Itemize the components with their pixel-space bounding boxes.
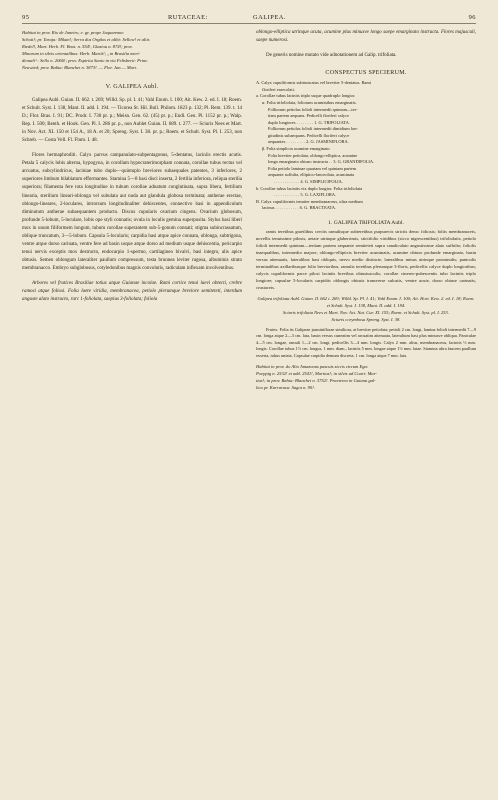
key-line: α. Folia trifoliolata, foliorum acuminibus emarginatis. [262, 99, 357, 105]
right-column [256, 29, 476, 391]
key-line: aequante suffulta, elliptico-lanceolata, acuminata [268, 172, 355, 178]
page-number-right: 96 [468, 14, 476, 21]
genus-habit: Arbores vel frutices Brasiliae totius atque Guianae incolae. Rami cortice tenui laevi obtecti, crebre ramosi atque foliosi. Folia laete viridia, membranacea, petiolo plerumque breviore semiteteti, interdum anguste alato instructo, rarc 1-foliolata, saepius 3-foliolata; foliola [22, 280, 242, 303]
nomenclature-note: De generis nomine mutato vide adnotationem ad Galip. trifoliata. [266, 53, 397, 59]
reference-entry: Galipea trifoliata Aubl. Guian. II. 662 t. 269; Willd. Sp. Pl. I. 41; Vahl Enum. I. 100; Ait. Hort. Kew. 2. ed. I. 18; Roem. et Schult. Syst. I. 138, Mant. II. add. I. 194. [257, 296, 475, 309]
species-references [256, 295, 476, 323]
habitat-line: dionali“: Sello n. 2066!; prov. Espiritu Santo in via Felisberti: Princ. [22, 58, 149, 63]
key-line: aequantes . . . . . . . . . 2. G. JASMINIFLORA. [268, 139, 349, 145]
species-notes: Frutex. Folia iis Galipeae jasminiflorae similiora, at breviter petiolata; petioli 2 cm. longi, lamina folioli intermedii 7—9 cm. longa atque 2—3 cm. lata, basin versus cuneatim vel arcuatim attenuata, lateralium basi plus minusve obliqua. Paniculae 4—5 cm. longae, ramuli 1—2 cm. longi, pedicellis 3—4 mm. longis. Calyx 2 mm. altus, membranaceus, laciniis ½ mm. longis. Corollae tubus 1½ cm. longus, 1 mm. diam., laciniis 5 mm. longae atque 1½ mm. latae. Stamina ultra faucem paullum exserta, tubus uniata. Capsulae carpidia demum discreta, 1 cm. longa atque 7 mm. lata. [256, 327, 476, 358]
key-line: . . . . . . . . . . . . 5. G. LAXIFLORA. [274, 192, 337, 198]
key-line: A. Calyx cupuliformis subtruncatus vel breviter 5-dentatus. Rami [256, 80, 371, 86]
key-line: gitudinis subaequans. Pedicelli floriferi calyce [268, 132, 350, 138]
species-key [256, 80, 476, 212]
key-line: tiam partem aequans. Pedicelli floriferi calyce [268, 113, 349, 119]
key-line: longo emarginato obtuso instructa . . 3. G. GRANDIFOLIA. [268, 159, 375, 165]
species-description: ramis teretibus graeilibus crectis ramulisque subteretibus purpurecis strictis densc foliosis; foliis membranaceis, novellis tenuissime pilosis, aetate utrinque glaberrimis, stictifolio viridibus (sicco nigrescentibus) trifoliolatis, petiolo folioli intermedii quintam—tertiam partem aequante semiteteti supra canaliculato angustissime alato suffulto; foliolis inaequalibus, intermedio majore, oblongo-ellipticis breviter acuminatis, acumine obtuso profunde emarginato, basin versus attenuatis, lateralibus basi obliquis, nervo medio distincte, lateralibus minus utrinque prominulis; paniculis terminalibus axillaribusque folio brevioribus, ramulis teretibus plerumque 3-floris, pedicellis calyce duplo longioribus; calycis cupuliformis parce pilosi laciniis brevibus obtusiusculis; corollae cinereo-pubescentis tubo laciniis triplo longiore; capsulae 5-locularis carpidiis oblongis obtusis transverse sulcatis, ventre acute, dorso obtuse carinatis, crustaceis. [256, 229, 476, 291]
reference-entry: Sciuris trifoliata Nees et Mart. Nov. Act. Nat. Cur. XI. 155; Roem. et Schult. Syst. pl. I. 253. [283, 310, 449, 316]
page-number-left: 95 [22, 14, 30, 21]
habitat-line: Minarum in silvis orientalibus: Herb. Martii!; „in Brasilia meri- [22, 51, 141, 56]
left-column [22, 29, 242, 304]
conspectus-heading: CONSPECTUS SPECIERUM. [325, 70, 407, 77]
key-line: a. Corollae tubus laciniis triplo usque quadruplo longior. [256, 93, 356, 99]
habitat-line: tius!; in prov. Bahia: Blanchet n. 3752!. Praeterea in Guiana gal- [256, 378, 376, 384]
key-line: Folliorum petiolus folioli intermedii dimidium lon- [268, 126, 358, 132]
key-line: β. Folia simplicia acumine emarginato. [262, 146, 331, 152]
key-line: b. Corollae tubus laciniis vix duplo longior. Folia trifoliolata [256, 185, 363, 191]
habitat-line: Habitat in prov. do Alto Amazonas pascuis siccis circum Ega: [256, 364, 369, 370]
habitat-line: Riedel!, Mart. Herb. Fl. Bras. n. 554!, Glaziou n. 874!; prov. [22, 44, 133, 49]
key-line: Folia petiolo laminae quartam vel quintam partem [268, 165, 357, 171]
key-line: Folliorum petiolus folioli intermedii quintam—ter- [268, 106, 358, 112]
habitat-block-left [22, 29, 242, 71]
running-title-left: RUTACEAE: [168, 14, 208, 21]
genus-heading: V. GALIPEA Aubl. [105, 83, 159, 90]
habitat-line: Habitat in prov. Rio de Janeiro, e. gr. prope Jaquarema: [22, 30, 125, 35]
key-line: lacinus . . . . . . . . . . . 6. G. BRACTEATA. [262, 205, 337, 211]
habitat-line: Schott!; pr. Taruja: Mikan!; Serra dos Orgãos et alibi: Sellow! et aliis [22, 37, 150, 42]
genus-synonymy: Galipea Aubl. Guian. II. 662. t. 269; Willd. Sp. pl. I. 41; Vahl Enum. I. 100; Ait. Kew. 2. ed. I. 18; Roem. et Schult. Syst. I. 138, Mant. II. add. I. 194. — Ticorea St. Hil. Bull. Philom. 1823 p. 132; Pl. Rem. 139. t. 14 D.; Flor. Bras. I. 91; DC. Prodr. I. 730 pr. p.; Meisn. Gen. 62. (45) pr. p.; Endl. Gen. Pl. 1152 pr. p.; Walp. Rep. I. 500; Benth. et Hook. Gen. Pl. I. 286 pr. p., non Aublet Guian. II. 689. t. 277. — Sciuris Nees et Mart. in Nov. Act. XI. 150 et 154 A., 18 A. et 20; Spreng. Syst. I. 38. pr. p.; Roem. et Schult. Syst. Pl. I. 253, non Schreb. — Costa Vell. Fl. Flum. I. 48. [22, 98, 242, 144]
running-title-right: GALIPEA. [253, 14, 286, 21]
key-line: Folia breviter petiolata, oblongo-elliptica, acumine [268, 152, 358, 158]
genus-description: Flores hermaphroditi. Calyx parvus campanulato-subpentagonus, 5-dentatus, laciniis erectis acutis. Petala 5 calycis lobis alterna, hypogyna, in corollam hypocraterimorpham connata, corollae tubus rectus vel arcuatus, subcylindricus, laciniae tubo duplo—quintuplo breviores subaequales patentes, 3 inferiores, 2 superiores limbum bilabiatum efformantes. Stamina 5—8 basi disci inserta, 2 fertilia inferiora, reliqua sterilia superiora; filamenta fere tota longitudine in tubum corollae adnatum conglutinata, supra libera, fertilium linearia, sterilium lineari-oblonga vel subulata aut nuda aut glandula globosa terminata; antherae erectae, oblongo-lineares, 2-loculares, introrsum longitudinaliter dehiscentes, connectivo basi in appendiculum diminutum antherae subaequantem producto. Discus cupularis ovarium cingens. Ovarium globosum, profunde 5-lobum, 5-loculare, lobis ope styli connatis; ovula in loculis gemina superposita. Stylus basi liberi mox in unum filiformem longum, tubum corollae superantem sub-5-gonum connati; stigma subincrassatum, oblique truncatum, 3—5-lobum. Capsula 5-locularis; carpidia basi atque apice connata, oblonga, subtrigona, ventre atque dorso carinata, ventre fere ad basin usque atque dorso ad medium usque dehiscentia, pericarpio tenui nervis exceptis mox destructo, endocarpio 1-spermo, cartilagineo bivalvi, basi integro, alis apice obtusis. Semen oblongum lateraliter paullum compressum, testa brunnea leviter rugosa, albuminis strato membranacco. Embryo subglobosus, cotyledonibus magnis convolutis, radiculam inflexam involventibus. [22, 153, 242, 271]
key-line: . . . . . . . . . . . . 4. G. SIMPLICIFOLIA. [274, 179, 343, 185]
header-rule [22, 23, 476, 24]
habitat-line: Neuwied; prov. Bahia: Blanchet n. 3873!. — Flor. Jan.— Mart. [22, 65, 138, 70]
reference-entry: Sciuris corymbosa Spreng. Syst. I. 38. [331, 317, 401, 323]
key-line: B. Calyx cupuliformis tenuiter membranaceus, ultra medium [256, 198, 363, 204]
key-line: floriferi eraecolati. [262, 86, 295, 92]
habitat-block-right [256, 363, 476, 391]
genus-habit-continued: oblongo-elliptica utrinque acuta, acumine plus minusve longo saepe emarginato instructa. Flores majusculi, saepe numerosi. [256, 30, 476, 44]
key-line: duplo longiores . . . . . . . . 1. G. TRIFOLIATA. [268, 119, 350, 125]
species-heading: 1. GALIPEA TRIFOLIATA Aubl. [328, 220, 404, 227]
habitat-line: Poeppig n. 2532! et add. 2541!, Martius!; in silvis ad Coari: Mar- [256, 371, 377, 377]
habitat-line: lica pr. Kurrurusu: Sagot n. 90!. [256, 385, 315, 391]
